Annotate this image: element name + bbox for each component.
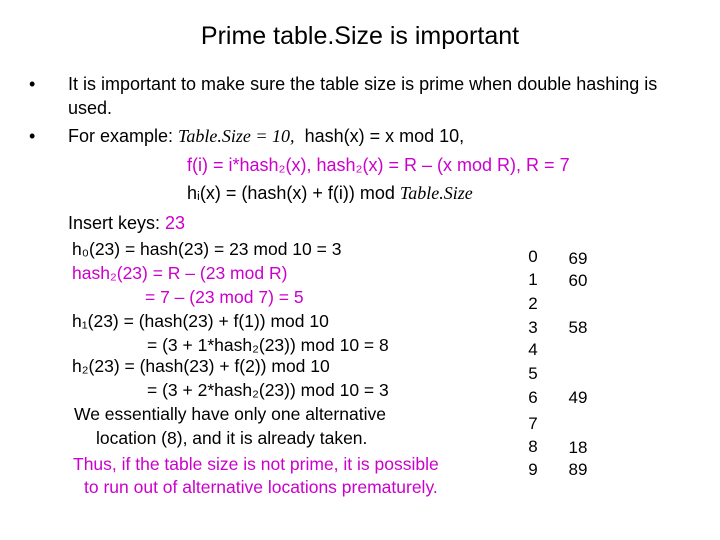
work-line-hash2-result: = 7 – (23 mod 7) = 5 <box>145 287 304 307</box>
slide-title: Prime table.Size is important <box>200 22 520 50</box>
bullet-2-prefix: For example: <box>68 126 179 146</box>
table-value: 58 <box>568 318 588 337</box>
work-line-h1: h₁(23) = (hash(23) + f(1)) mod 10 <box>72 311 329 331</box>
hash-expression: hash(x) = x mod 10, <box>304 126 465 146</box>
table-value: 89 <box>568 460 588 479</box>
work-line-h0: h₀(23) = hash(23) = 23 mod 10 = 3 <box>72 239 342 259</box>
bullet-1-line-1: It is important to make sure the table size is prime when double hashing is <box>68 74 658 94</box>
table-index: 8 <box>528 437 538 456</box>
table-value: 60 <box>568 271 588 290</box>
table-value: 69 <box>568 249 588 268</box>
formula-h-prefix: hᵢ(x) = (hash(x) + f(i)) mod <box>187 183 400 203</box>
bullet-dot-1: • <box>29 74 36 94</box>
table-index: 6 <box>528 388 538 407</box>
bullet-1-line-2: used. <box>68 98 113 118</box>
work-line-hash2: hash₂(23) = R – (23 mod R) <box>72 263 288 283</box>
table-index: 0 <box>528 247 538 266</box>
work-line-alternative: We essentially have only one alternative <box>74 404 386 424</box>
table-value: 18 <box>568 438 588 457</box>
table-index: 4 <box>528 340 538 359</box>
work-line-h1-result: = (3 + 1*hash₂(23)) mod 10 = 8 <box>147 335 389 355</box>
formula-h-tablesize: Table.Size <box>399 183 473 203</box>
table-value: 49 <box>568 388 588 407</box>
table-index: 9 <box>528 460 538 479</box>
work-line-h2: h₂(23) = (hash(23) + f(2)) mod 10 <box>72 356 330 376</box>
formula-f-line: f(i) = i*hash₂(x), hash₂(x) = R – (x mod R), R = 7 <box>187 155 570 175</box>
table-index: 1 <box>528 270 538 289</box>
work-line-taken: location (8), and it is already taken. <box>96 428 368 448</box>
work-line-conclusion-2: to run out of alternative locations prematurely. <box>84 477 438 497</box>
table-index: 7 <box>528 414 538 433</box>
work-line-conclusion-1: Thus, if the table size is not prime, it is possible <box>73 454 439 474</box>
insert-key-value: 23 <box>165 213 186 233</box>
bullet-dot-2: • <box>29 126 36 146</box>
table-index: 2 <box>528 294 538 313</box>
tablesize-expression: Table.Size = 10, <box>178 126 295 146</box>
table-index: 5 <box>528 364 538 383</box>
work-line-h2-result: = (3 + 2*hash₂(23)) mod 10 = 3 <box>147 380 389 400</box>
insert-keys-label: Insert keys: <box>68 213 166 233</box>
table-index: 3 <box>528 318 538 337</box>
